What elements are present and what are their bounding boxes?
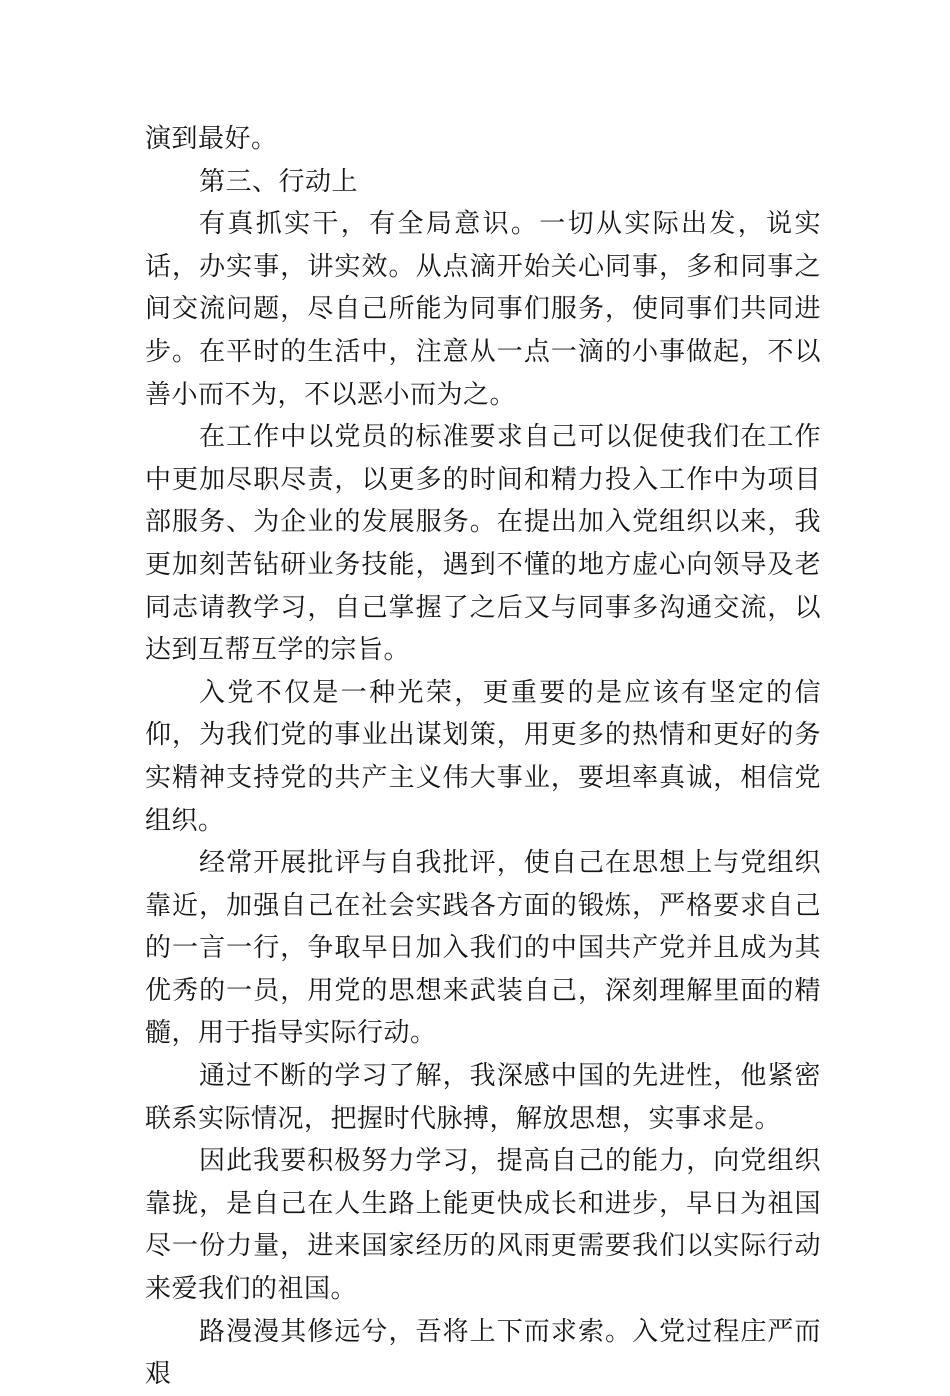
paragraph: 有真抓实干，有全局意识。一切从实际出发，说实话，办实事，讲实效。从点滴开始关心同事，多和同事之间交流问题，尽自己所能为同事们服务，使同事们共同进步。在平时的生活中，注意从一点一滴的小事做起，不以善小而不为，不以恶小而为之。 (145, 209, 821, 410)
paragraph: 在工作中以党员的标准要求自己可以促使我们在工作中更加尽职尽责，以更多的时间和精力投入工作中为项目部服务、为企业的发展服务。在提出加入党组织以来，我更加刻苦钻研业务技能，遇到不懂的地方虚心向领导及老同志请教学习，自己掌握了之后又与同事多沟通交流，以达到互帮互学的宗旨。 (145, 422, 821, 666)
body-text (145, 118, 821, 1396)
paragraph: 路漫漫其修远兮，吾将上下而求索。入党过程庄严而艰 (145, 1316, 821, 1390)
paragraph: 经常开展批评与自我批评，使自己在思想上与党组织靠近，加强自己在社会实践各方面的锻炼，严格要求自己的一言一行，争取早日加入我们的中国共产党并且成为其优秀的一员，用党的思想来武装自己，深刻理解里面的精髓，用于指导实际行动。 (145, 848, 821, 1049)
paragraph-continuation: 演到最好。 (145, 124, 278, 154)
paragraph: 因此我要积极努力学习，提高自己的能力，向党组织靠拢，是自己在人生路上能更快成长和进步，早日为祖国尽一份力量，进来国家经历的风雨更需要我们以实际行动来爱我们的祖国。 (145, 1146, 821, 1305)
paragraph: 通过不断的学习了解，我深感中国的先进性，他紧密联系实际情况，把握时代脉搏，解放思想，实事求是。 (145, 1061, 821, 1134)
paragraph: 入党不仅是一种光荣，更重要的是应该有坚定的信仰，为我们党的事业出谋划策，用更多的热情和更好的务实精神支持党的共产主义伟大事业，要坦率真诚，相信党组织。 (145, 677, 821, 836)
section-heading: 第三、行动上 (199, 166, 359, 197)
